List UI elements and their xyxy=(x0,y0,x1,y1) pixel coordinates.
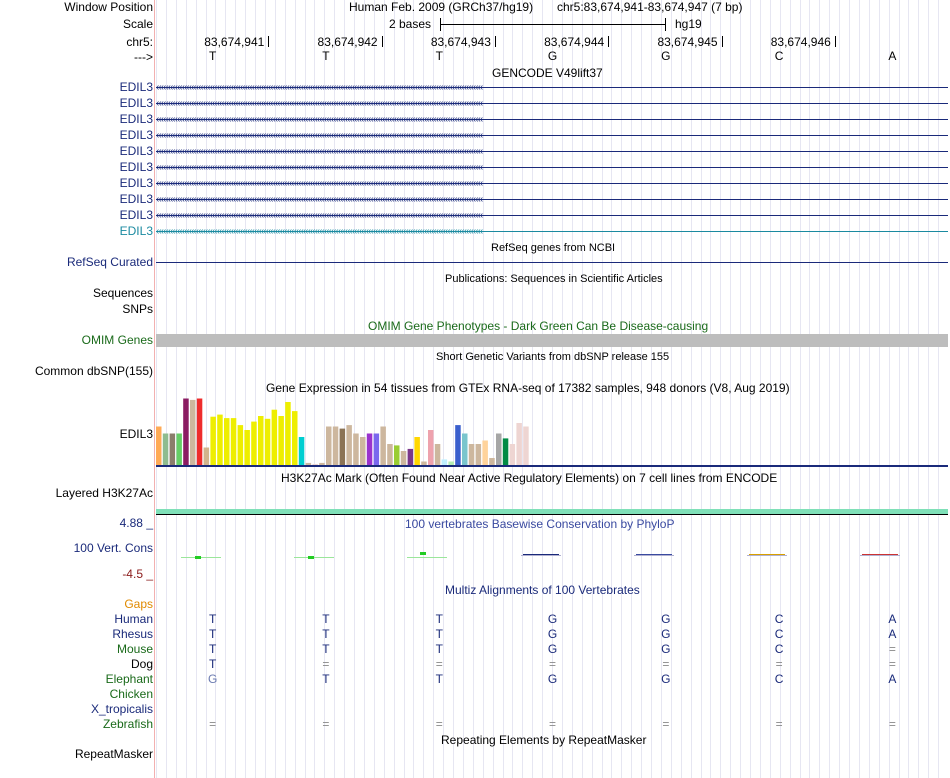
gencode-transcript-label[interactable]: EDIL3 xyxy=(119,160,153,174)
ruler-tick xyxy=(608,36,609,47)
gtex-tissue-bar[interactable] xyxy=(374,434,380,466)
gtex-tissue-bar[interactable] xyxy=(251,422,257,465)
gtex-tissue-bar[interactable] xyxy=(156,427,162,466)
ruler-tick xyxy=(722,36,723,47)
strand-label: ---> xyxy=(134,50,153,64)
alignment-base: G xyxy=(547,627,558,641)
gtex-tissue-bar[interactable] xyxy=(380,427,386,466)
reference-base: T xyxy=(208,49,217,63)
scale-bar-left-tick xyxy=(440,18,441,31)
gtex-tissue-bar[interactable] xyxy=(170,434,176,466)
alignment-base: T xyxy=(208,657,217,671)
alignment-base: G xyxy=(207,672,218,686)
alignment-base: = xyxy=(435,657,443,671)
conservation-bar[interactable] xyxy=(523,554,559,555)
alignment-base: G xyxy=(547,672,558,686)
omim-track-label[interactable]: OMIM Genes xyxy=(81,333,153,347)
scale-bar xyxy=(440,24,666,25)
strand-arrows: ‹‹‹‹‹‹‹‹‹‹‹‹‹‹‹‹‹‹‹‹‹‹‹‹‹‹‹‹‹‹‹‹‹‹‹‹‹‹‹‹‹‹‹‹‹‹‹‹‹‹‹‹‹‹‹‹‹‹‹‹‹‹‹‹‹‹‹‹‹‹‹‹‹‹‹‹‹‹‹‹‹‹‹‹‹‹‹‹‹‹‹‹‹‹‹‹‹‹‹‹‹‹‹‹‹‹‹‹‹‹‹‹‹‹‹‹‹‹‹‹‹‹‹‹‹‹‹‹‹‹‹‹‹‹‹‹‹‹‹‹ xyxy=(156,226,483,237)
gencode-transcript-label[interactable]: EDIL3 xyxy=(119,80,153,94)
alignment-base: A xyxy=(888,672,897,686)
gtex-tissue-bar[interactable] xyxy=(428,430,434,465)
gtex-tissue-bar[interactable] xyxy=(278,416,284,465)
gtex-tissue-bar[interactable] xyxy=(333,427,339,466)
alignment-base: = xyxy=(435,717,443,731)
alignment-base: = xyxy=(322,657,330,671)
gtex-tissue-bar[interactable] xyxy=(442,459,448,465)
scale-text: 2 bases xyxy=(389,17,432,31)
alignment-base: G xyxy=(661,612,671,626)
strand-arrows: ‹‹‹‹‹‹‹‹‹‹‹‹‹‹‹‹‹‹‹‹‹‹‹‹‹‹‹‹‹‹‹‹‹‹‹‹‹‹‹‹‹‹‹‹‹‹‹‹‹‹‹‹‹‹‹‹‹‹‹‹‹‹‹‹‹‹‹‹‹‹‹‹‹‹‹‹‹‹‹‹‹‹‹‹‹‹‹‹‹‹‹‹‹‹‹‹‹‹‹‹‹‹‹‹‹‹‹‹‹‹‹‹‹‹‹‹‹‹‹‹‹‹‹‹‹‹‹‹‹‹‹‹‹‹‹‹‹‹‹‹ xyxy=(156,178,483,189)
gencode-transcript-label[interactable]: EDIL3 xyxy=(119,208,153,222)
alignment-base: T xyxy=(435,627,443,641)
h3k27ac-baseline xyxy=(156,514,948,515)
ruler-coordinate: 83,674,944 xyxy=(544,35,605,49)
conservation-track-label[interactable]: 100 Vert. Cons xyxy=(73,541,153,555)
gencode-transcript-label[interactable]: EDIL3 xyxy=(119,112,153,126)
multiz-species-label[interactable]: Mouse xyxy=(116,642,153,656)
ruler-tick xyxy=(495,36,496,47)
chrom-label: chr5: xyxy=(126,35,153,49)
ruler-coordinate: 83,674,946 xyxy=(770,35,831,49)
gtex-tissue-bar[interactable] xyxy=(387,444,393,465)
gtex-tissue-bar[interactable] xyxy=(204,448,210,466)
gencode-transcript-label[interactable]: EDIL3 xyxy=(119,192,153,206)
h3k27ac-track-title: H3K27Ac Mark (Often Found Near Active Regulatory Elements) on 7 cell lines from ENCODE xyxy=(281,471,778,485)
alignment-base: = xyxy=(888,642,896,656)
refseq-track-title: RefSeq genes from NCBI xyxy=(491,242,616,254)
reference-base: T xyxy=(322,49,330,63)
alignment-base: A xyxy=(888,627,897,641)
conservation-baseline xyxy=(407,557,447,558)
gtex-tissue-bar[interactable] xyxy=(360,437,366,465)
alignment-base: T xyxy=(208,612,217,626)
window-position-label: Window Position xyxy=(64,0,153,14)
strand-arrows: ‹‹‹‹‹‹‹‹‹‹‹‹‹‹‹‹‹‹‹‹‹‹‹‹‹‹‹‹‹‹‹‹‹‹‹‹‹‹‹‹‹‹‹‹‹‹‹‹‹‹‹‹‹‹‹‹‹‹‹‹‹‹‹‹‹‹‹‹‹‹‹‹‹‹‹‹‹‹‹‹‹‹‹‹‹‹‹‹‹‹‹‹‹‹‹‹‹‹‹‹‹‹‹‹‹‹‹‹‹‹‹‹‹‹‹‹‹‹‹‹‹‹‹‹‹‹‹‹‹‹‹‹‹‹‹‹‹‹‹‹ xyxy=(156,194,483,205)
gtex-tissue-bar[interactable] xyxy=(421,462,427,466)
gencode-transcript-label[interactable]: EDIL3 xyxy=(119,144,153,158)
alignment-base: = xyxy=(549,717,557,731)
multiz-species-label[interactable]: X_tropicalis xyxy=(90,702,153,716)
conservation-baseline xyxy=(747,555,787,556)
gtex-tissue-bar[interactable] xyxy=(448,462,454,466)
conservation-bar[interactable] xyxy=(420,552,426,555)
gtex-tissue-bar[interactable] xyxy=(367,434,373,466)
conservation-bar[interactable] xyxy=(308,556,314,559)
ruler-tick xyxy=(382,36,383,47)
gtex-tissue-bar[interactable] xyxy=(469,444,475,465)
alignment-base: = xyxy=(209,717,217,731)
conservation-baseline xyxy=(634,555,674,556)
gencode-track-title: GENCODE V49lift37 xyxy=(492,66,603,80)
gtex-tissue-bar[interactable] xyxy=(292,411,298,465)
gtex-tissue-bar[interactable] xyxy=(224,418,230,465)
ruler-tick xyxy=(268,36,269,47)
publications-track-title: Publications: Sequences in Scientific Articles xyxy=(445,273,663,285)
ruler-coordinate: 83,674,941 xyxy=(204,35,265,49)
gtex-tissue-bar[interactable] xyxy=(496,434,502,466)
alignment-base: T xyxy=(322,627,330,641)
gtex-tissue-bar[interactable] xyxy=(326,427,332,466)
alignment-base: = xyxy=(322,717,330,731)
strand-arrows: ‹‹‹‹‹‹‹‹‹‹‹‹‹‹‹‹‹‹‹‹‹‹‹‹‹‹‹‹‹‹‹‹‹‹‹‹‹‹‹‹‹‹‹‹‹‹‹‹‹‹‹‹‹‹‹‹‹‹‹‹‹‹‹‹‹‹‹‹‹‹‹‹‹‹‹‹‹‹‹‹‹‹‹‹‹‹‹‹‹‹‹‹‹‹‹‹‹‹‹‹‹‹‹‹‹‹‹‹‹‹‹‹‹‹‹‹‹‹‹‹‹‹‹‹‹‹‹‹‹‹‹‹‹‹‹‹‹‹‹‹ xyxy=(156,210,483,221)
omim-track-title: OMIM Gene Phenotypes - Dark Green Can Be Disease-causing xyxy=(368,319,709,333)
strand-arrows: ‹‹‹‹‹‹‹‹‹‹‹‹‹‹‹‹‹‹‹‹‹‹‹‹‹‹‹‹‹‹‹‹‹‹‹‹‹‹‹‹‹‹‹‹‹‹‹‹‹‹‹‹‹‹‹‹‹‹‹‹‹‹‹‹‹‹‹‹‹‹‹‹‹‹‹‹‹‹‹‹‹‹‹‹‹‹‹‹‹‹‹‹‹‹‹‹‹‹‹‹‹‹‹‹‹‹‹‹‹‹‹‹‹‹‹‹‹‹‹‹‹‹‹‹‹‹‹‹‹‹‹‹‹‹‹‹‹‹‹‹ xyxy=(156,130,483,141)
alignment-base: T xyxy=(322,642,330,656)
alignment-base: = xyxy=(888,657,896,671)
gencode-transcript-label[interactable]: EDIL3 xyxy=(119,128,153,142)
gtex-tissue-bar[interactable] xyxy=(462,434,468,466)
reference-base: G xyxy=(661,49,671,63)
dbsnp-track-title: Short Genetic Variants from dbSNP release 155 xyxy=(436,351,670,363)
gencode-transcript-label[interactable]: EDIL3 xyxy=(119,224,153,238)
scale-bar-right-tick xyxy=(665,18,666,31)
alignment-base: C xyxy=(774,672,784,686)
conservation-min-label: -4.5 _ xyxy=(122,567,153,581)
h3k27ac-track-label[interactable]: Layered H3K27Ac xyxy=(55,486,153,500)
gtex-expression-chart[interactable] xyxy=(156,396,948,468)
alignment-base: A xyxy=(888,612,897,626)
alignment-base: = xyxy=(662,657,670,671)
conservation-bar[interactable] xyxy=(195,556,201,559)
gencode-transcript-label[interactable]: EDIL3 xyxy=(119,176,153,190)
alignment-base: G xyxy=(661,672,671,686)
gtex-track-title: Gene Expression in 54 tissues from GTEx RNA-seq of 17382 samples, 948 donors (V8, Aug 2019) xyxy=(266,381,790,395)
gtex-tissue-bar[interactable] xyxy=(312,464,318,465)
gtex-tissue-bar[interactable] xyxy=(231,418,237,465)
reference-base: T xyxy=(435,49,443,63)
gtex-tissue-bar[interactable] xyxy=(489,458,495,465)
ruler-coordinate: 83,674,943 xyxy=(430,35,491,49)
multiz-species-label[interactable]: Zebrafish xyxy=(102,717,153,731)
gtex-tissue-bar[interactable] xyxy=(455,425,461,465)
conservation-track-title: 100 vertebrates Basewise Conservation by PhyloP xyxy=(405,517,675,531)
gtex-tissue-bar[interactable] xyxy=(319,463,325,465)
alignment-base: G xyxy=(661,627,671,641)
conservation-bar[interactable] xyxy=(636,554,672,555)
alignment-base: = xyxy=(775,657,783,671)
multiz-species-label[interactable]: Elephant xyxy=(105,672,153,686)
multiz-species-label[interactable]: Human xyxy=(114,612,153,626)
omim-gene-bar[interactable] xyxy=(156,334,948,347)
gtex-tissue-bar[interactable] xyxy=(503,438,509,465)
gtex-tissue-bar[interactable] xyxy=(176,434,182,466)
gtex-tissue-bar[interactable] xyxy=(340,429,346,465)
gtex-tissue-bar[interactable] xyxy=(510,444,515,465)
alignment-base: T xyxy=(322,612,330,626)
gtex-tissue-bar[interactable] xyxy=(210,417,216,465)
conservation-bar[interactable] xyxy=(862,554,898,555)
gtex-tissue-bar[interactable] xyxy=(401,451,407,465)
alignment-base: T xyxy=(322,672,330,686)
ruler-tick xyxy=(835,36,836,47)
strand-arrows: ‹‹‹‹‹‹‹‹‹‹‹‹‹‹‹‹‹‹‹‹‹‹‹‹‹‹‹‹‹‹‹‹‹‹‹‹‹‹‹‹‹‹‹‹‹‹‹‹‹‹‹‹‹‹‹‹‹‹‹‹‹‹‹‹‹‹‹‹‹‹‹‹‹‹‹‹‹‹‹‹‹‹‹‹‹‹‹‹‹‹‹‹‹‹‹‹‹‹‹‹‹‹‹‹‹‹‹‹‹‹‹‹‹‹‹‹‹‹‹‹‹‹‹‹‹‹‹‹‹‹‹‹‹‹‹‹‹‹‹‹ xyxy=(156,146,483,157)
gtex-tissue-bar[interactable] xyxy=(394,445,400,465)
alignment-base: T xyxy=(208,642,217,656)
publications-label-snps[interactable]: SNPs xyxy=(122,302,153,316)
repeatmasker-track-title: Repeating Elements by RepeatMasker xyxy=(441,733,647,747)
gtex-tissue-bar[interactable] xyxy=(265,419,271,465)
refseq-track-label[interactable]: RefSeq Curated xyxy=(66,255,153,269)
alignment-base: = xyxy=(775,717,783,731)
alignment-base: = xyxy=(662,717,670,731)
alignment-base: T xyxy=(435,612,443,626)
gtex-tissue-bar[interactable] xyxy=(285,402,291,465)
gtex-tissue-bar[interactable] xyxy=(353,434,359,466)
alignment-base: T xyxy=(435,642,443,656)
gtex-tissue-bar[interactable] xyxy=(346,425,352,465)
position-readout: chr5:83,674,941-83,674,947 (7 bp) xyxy=(557,0,743,14)
conservation-baseline xyxy=(521,555,561,556)
gtex-tissue-bar[interactable] xyxy=(217,415,223,465)
conservation-baseline xyxy=(294,557,334,558)
reference-base: C xyxy=(774,49,784,63)
ruler-coordinate: 83,674,942 xyxy=(317,35,378,49)
gtex-tissue-bar[interactable] xyxy=(414,437,420,465)
alignment-base: C xyxy=(774,627,784,641)
gtex-tissue-bar[interactable] xyxy=(435,444,441,465)
multiz-species-label[interactable]: Rhesus xyxy=(112,627,153,641)
scale-db: hg19 xyxy=(675,17,702,31)
gtex-tissue-bar[interactable] xyxy=(190,400,196,465)
alignment-base: C xyxy=(774,612,784,626)
gtex-track-label[interactable]: EDIL3 xyxy=(119,427,153,441)
conservation-baseline xyxy=(181,557,221,558)
gtex-tissue-bar[interactable] xyxy=(163,434,169,466)
strand-arrows: ‹‹‹‹‹‹‹‹‹‹‹‹‹‹‹‹‹‹‹‹‹‹‹‹‹‹‹‹‹‹‹‹‹‹‹‹‹‹‹‹‹‹‹‹‹‹‹‹‹‹‹‹‹‹‹‹‹‹‹‹‹‹‹‹‹‹‹‹‹‹‹‹‹‹‹‹‹‹‹‹‹‹‹‹‹‹‹‹‹‹‹‹‹‹‹‹‹‹‹‹‹‹‹‹‹‹‹‹‹‹‹‹‹‹‹‹‹‹‹‹‹‹‹‹‹‹‹‹‹‹‹‹‹‹‹‹‹‹‹‹ xyxy=(156,162,483,173)
gtex-tissue-bar[interactable] xyxy=(244,430,250,465)
alignment-base: G xyxy=(547,642,558,656)
gtex-tissue-bar[interactable] xyxy=(299,437,305,465)
conservation-max-label: 4.88 _ xyxy=(119,516,153,530)
gtex-tissue-bar[interactable] xyxy=(238,425,244,465)
strand-arrows: ‹‹‹‹‹‹‹‹‹‹‹‹‹‹‹‹‹‹‹‹‹‹‹‹‹‹‹‹‹‹‹‹‹‹‹‹‹‹‹‹‹‹‹‹‹‹‹‹‹‹‹‹‹‹‹‹‹‹‹‹‹‹‹‹‹‹‹‹‹‹‹‹‹‹‹‹‹‹‹‹‹‹‹‹‹‹‹‹‹‹‹‹‹‹‹‹‹‹‹‹‹‹‹‹‹‹‹‹‹‹‹‹‹‹‹‹‹‹‹‹‹‹‹‹‹‹‹‹‹‹‹‹‹‹‹‹‹‹‹‹ xyxy=(156,114,483,125)
label-column-divider xyxy=(154,0,155,778)
gtex-tissue-bar[interactable] xyxy=(476,444,482,465)
gtex-tissue-bar[interactable] xyxy=(523,427,529,466)
assembly-title: Human Feb. 2009 (GRCh37/hg19) xyxy=(349,0,534,14)
scale-label: Scale xyxy=(122,17,153,31)
gtex-tissue-bar[interactable] xyxy=(306,463,312,465)
strand-arrows: ‹‹‹‹‹‹‹‹‹‹‹‹‹‹‹‹‹‹‹‹‹‹‹‹‹‹‹‹‹‹‹‹‹‹‹‹‹‹‹‹‹‹‹‹‹‹‹‹‹‹‹‹‹‹‹‹‹‹‹‹‹‹‹‹‹‹‹‹‹‹‹‹‹‹‹‹‹‹‹‹‹‹‹‹‹‹‹‹‹‹‹‹‹‹‹‹‹‹‹‹‹‹‹‹‹‹‹‹‹‹‹‹‹‹‹‹‹‹‹‹‹‹‹‹‹‹‹‹‹‹‹‹‹‹‹‹‹‹‹‹ xyxy=(156,82,483,93)
conservation-baseline xyxy=(860,555,900,556)
gencode-transcript-label[interactable]: EDIL3 xyxy=(119,96,153,110)
multiz-track-title: Multiz Alignments of 100 Vertebrates xyxy=(445,583,640,597)
multiz-species-label[interactable]: Chicken xyxy=(109,687,153,701)
repeatmasker-track-label[interactable]: RepeatMasker xyxy=(74,747,153,761)
conservation-bar[interactable] xyxy=(749,554,785,555)
refseq-gene-line[interactable] xyxy=(156,262,948,263)
alignment-base: C xyxy=(774,642,784,656)
alignment-base: G xyxy=(547,612,558,626)
gtex-tissue-bar[interactable] xyxy=(516,423,522,465)
multiz-gaps-label[interactable]: Gaps xyxy=(124,597,153,611)
alignment-base: T xyxy=(208,627,217,641)
ruler-coordinate: 83,674,945 xyxy=(657,35,718,49)
publications-label-sequences[interactable]: Sequences xyxy=(92,286,153,300)
alignment-base: = xyxy=(888,717,896,731)
gtex-tissue-bar[interactable] xyxy=(272,410,278,465)
alignment-base: G xyxy=(661,642,671,656)
alignment-base: = xyxy=(549,657,557,671)
alignment-base: T xyxy=(435,672,443,686)
reference-base: G xyxy=(547,49,558,63)
gtex-tissue-bar[interactable] xyxy=(258,416,264,465)
reference-base: A xyxy=(888,49,897,63)
dbsnp-track-label[interactable]: Common dbSNP(155) xyxy=(34,364,153,378)
strand-arrows: ‹‹‹‹‹‹‹‹‹‹‹‹‹‹‹‹‹‹‹‹‹‹‹‹‹‹‹‹‹‹‹‹‹‹‹‹‹‹‹‹‹‹‹‹‹‹‹‹‹‹‹‹‹‹‹‹‹‹‹‹‹‹‹‹‹‹‹‹‹‹‹‹‹‹‹‹‹‹‹‹‹‹‹‹‹‹‹‹‹‹‹‹‹‹‹‹‹‹‹‹‹‹‹‹‹‹‹‹‹‹‹‹‹‹‹‹‹‹‹‹‹‹‹‹‹‹‹‹‹‹‹‹‹‹‹‹‹‹‹‹ xyxy=(156,98,483,109)
multiz-species-label[interactable]: Dog xyxy=(130,657,153,671)
gtex-tissue-bar[interactable] xyxy=(183,399,189,466)
gtex-tissue-bar[interactable] xyxy=(408,449,414,465)
gtex-tissue-bar[interactable] xyxy=(197,399,203,466)
gtex-tissue-bar[interactable] xyxy=(482,441,488,466)
